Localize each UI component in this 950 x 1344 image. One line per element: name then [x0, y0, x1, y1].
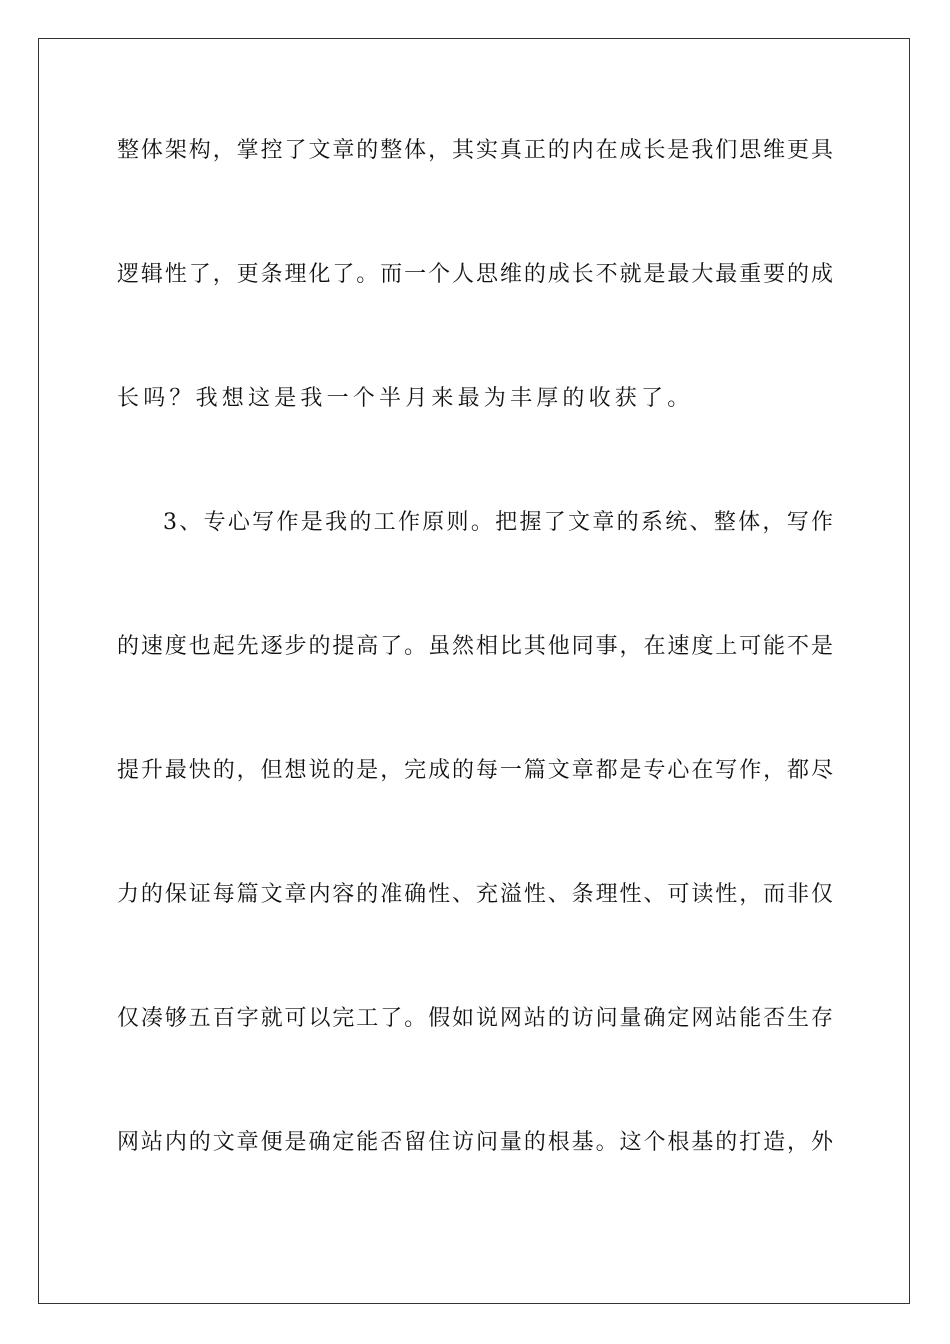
paragraph-first-line: 3、专心写作是我的工作原则。把握了文章的系统、整体，写作 — [163, 510, 833, 535]
text-line: 提升最快的，但想说的是，完成的每一篇文章都是专心在写作，都尽 — [117, 758, 833, 783]
text-line: 整体架构，掌控了文章的整体，其实真正的内在成长是我们思维更具 — [117, 138, 833, 163]
page-border — [38, 38, 910, 1304]
text-line: 的速度也起先逐步的提高了。虽然相比其他同事，在速度上可能不是 — [117, 634, 833, 659]
text-line: 长吗？我想这是我一个半月来最为丰厚的收获了。 — [117, 386, 694, 411]
text-line: 逻辑性了，更条理化了。而一个人思维的成长不就是最大最重要的成 — [117, 262, 833, 287]
text-line: 力的保证每篇文章内容的准确性、充溢性、条理性、可读性，而非仅 — [117, 882, 833, 907]
text-line: 仅凑够五百字就可以完工了。假如说网站的访问量确定网站能否生存 — [117, 1006, 833, 1031]
text-line: 网站内的文章便是确定能否留住访问量的根基。这个根基的打造，外 — [117, 1130, 833, 1155]
